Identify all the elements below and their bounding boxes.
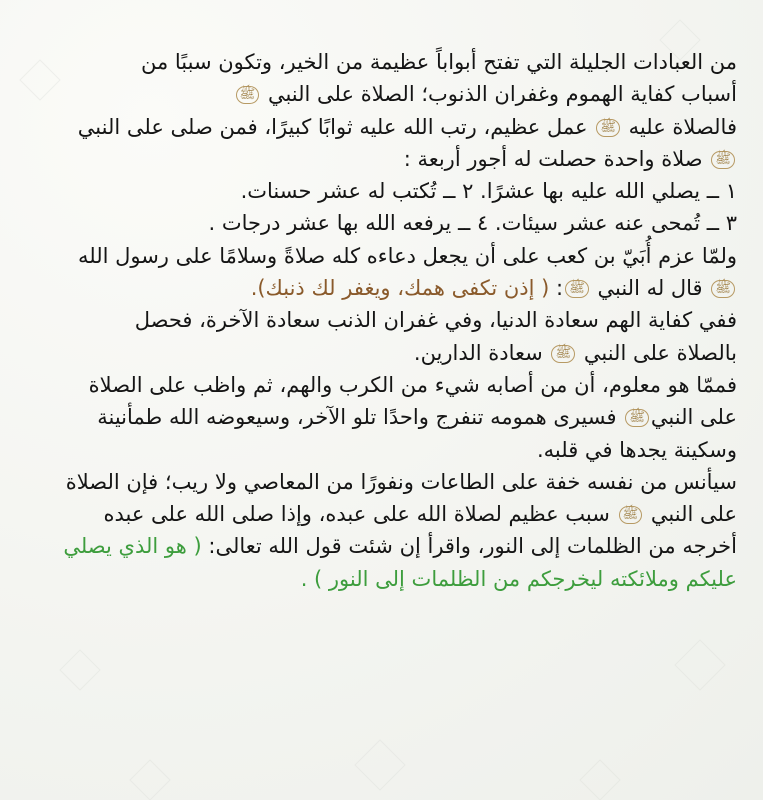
text-fragment: قال له النبي	[590, 276, 710, 301]
salawat-emblem-icon: ﷺ	[625, 409, 649, 427]
text-line	[22, 272, 737, 304]
text-fragment: وسكينة يجدها في قلبه.	[537, 437, 737, 462]
salawat-emblem-icon: ﷺ	[236, 86, 260, 104]
text-fragment: من العبادات الجليلة التي تفتح أبواباً عظيمة من الخير، وتكون سببًا من	[140, 50, 737, 74]
salawat-emblem-icon: ﷺ	[619, 506, 643, 524]
salawat-emblem-icon: ﷺ	[711, 280, 735, 298]
text-fragment: سبب عظيم لصلاة الله على عبده، وإذا صلى الله على عبده	[103, 502, 617, 527]
text-fragment: على النبي	[650, 405, 737, 430]
text-fragment: ٣ ــ تُمحى عنه عشر سيئات. ٤ ــ يرفعه الله بها عشر درجات .	[208, 211, 737, 236]
document-body	[22, 46, 737, 595]
quran-verse-text: ( هو الذي يصلي	[63, 534, 202, 559]
text-fragment: أخرجه من الظلمات إلى النور، واقرأ إن شئت قول الله تعالى:	[201, 534, 737, 559]
text-fragment: عمل عظيم، رتب الله عليه ثوابًا كبيرًا، فمن صلى على النبي	[77, 114, 595, 139]
text-line	[22, 369, 737, 401]
text-line	[22, 143, 737, 175]
text-fragment: فممّا هو معلوم، أن من أصابه شيء من الكرب والهم، ثم واظب على الصلاة	[88, 372, 737, 397]
text-fragment: صلاة واحدة حصلت له أجور أربعة :	[403, 146, 710, 171]
text-line	[22, 434, 737, 466]
text-fragment: :	[549, 276, 564, 301]
text-line	[22, 498, 737, 530]
hadith-quote-text: ( إذن تكفى همك، ويغفر لك ذنبك).	[250, 276, 550, 301]
text-fragment: ولمّا عزم أُبَيّ بن كعب على أن يجعل دعاءه كله صلاةً وسلامًا على رسول الله	[77, 243, 737, 268]
salawat-emblem-icon: ﷺ	[596, 119, 620, 137]
text-fragment: سيأنس من نفسه خفة على الطاعات ونفورًا من المعاصي ولا ريب؛ فإن الصلاة	[65, 469, 737, 494]
salawat-emblem-icon: ﷺ	[551, 345, 575, 363]
text-line	[22, 175, 737, 207]
text-fragment: على النبي	[644, 502, 737, 527]
text-fragment: أسباب كفاية الهموم وغفران الذنوب؛ الصلاة على النبي	[261, 82, 737, 107]
text-line	[22, 563, 737, 595]
quran-verse-text: عليكم وملائكته ليخرجكم من الظلمات إلى النور ) .	[300, 566, 737, 591]
text-line	[22, 466, 737, 498]
text-line	[22, 240, 737, 272]
text-line	[22, 337, 737, 369]
text-line	[22, 111, 737, 143]
text-line	[22, 401, 737, 433]
salawat-emblem-icon: ﷺ	[565, 280, 589, 298]
text-line	[22, 530, 737, 562]
text-fragment: فالصلاة عليه	[621, 114, 737, 139]
text-fragment: ففي كفاية الهم سعادة الدنيا، وفي غفران الذنب سعادة الآخرة، فحصل	[134, 308, 737, 333]
text-fragment: ١ ــ يصلي الله عليه بها عشرًا. ٢ ــ تُكتب له عشر حسنات.	[240, 179, 737, 204]
text-line	[22, 207, 737, 239]
text-fragment: بالصلاة على النبي	[577, 340, 737, 365]
salawat-emblem-icon: ﷺ	[711, 151, 735, 169]
text-fragment: فسيرى همومه تنفرج واحدًا تلو الآخر، وسيعوضه الله طمأنينة	[97, 405, 624, 430]
text-line	[22, 46, 737, 78]
text-fragment: سعادة الدارين.	[413, 340, 550, 365]
text-line	[22, 78, 737, 110]
text-line	[22, 304, 737, 336]
